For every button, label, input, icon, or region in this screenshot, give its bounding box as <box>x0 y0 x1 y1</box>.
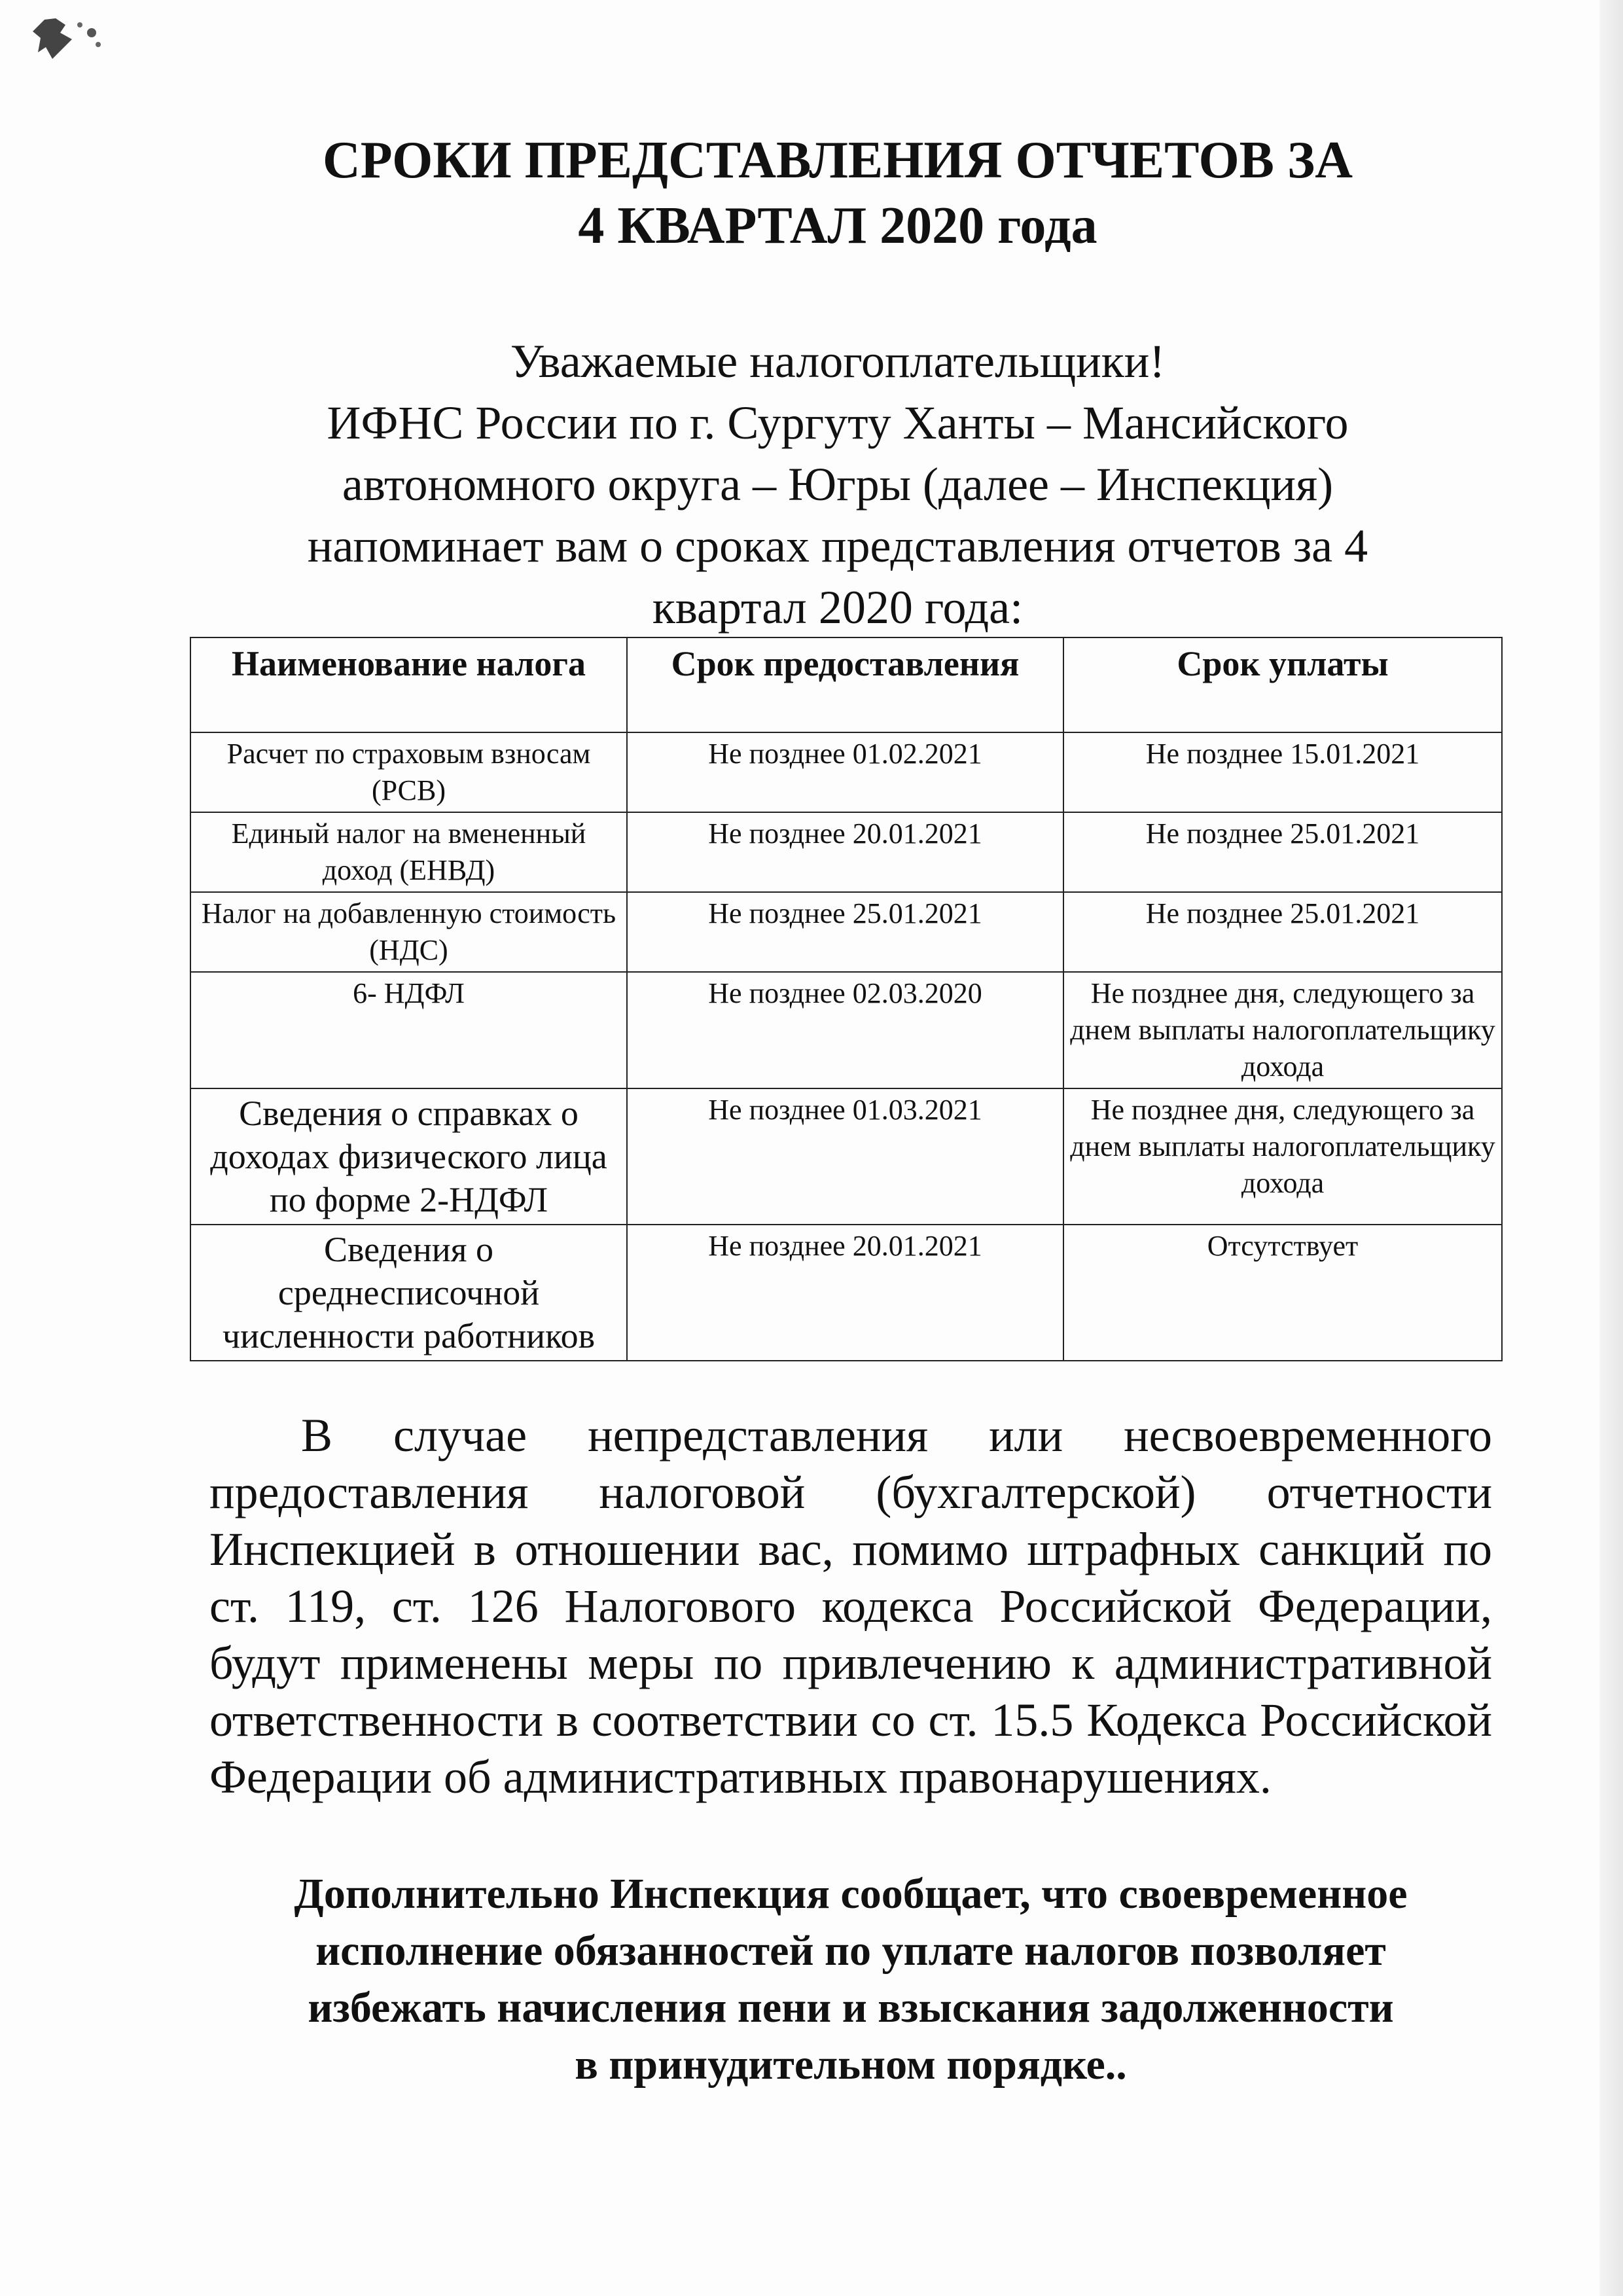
payment-deadline-cell: Не позднее 25.01.2021 <box>1063 812 1502 892</box>
table-row <box>190 1088 1502 1225</box>
column-header-payment-deadline: Срок уплаты <box>1063 637 1502 732</box>
payment-deadline-cell: Не позднее 15.01.2021 <box>1063 732 1502 812</box>
column-header-submission-deadline: Срок предоставления <box>627 637 1063 732</box>
payment-deadline-cell: Не позднее 25.01.2021 <box>1063 892 1502 972</box>
submission-deadline-cell: Не позднее 20.01.2021 <box>627 812 1063 892</box>
intro-line-2: ИФНС России по г. Сургуту Ханты – Мансийского <box>327 397 1349 449</box>
table-header-row <box>190 637 1502 732</box>
tax-name-cell: Сведения о справках о доходах физического лица по форме 2-НДФЛ <box>190 1088 627 1225</box>
page-title <box>0 128 1623 259</box>
tax-name-cell: Расчет по страховым взносам (РСВ) <box>190 732 627 812</box>
table-row <box>190 972 1502 1088</box>
scan-speck-mark <box>26 13 157 65</box>
submission-deadline-cell: Не позднее 25.01.2021 <box>627 892 1063 972</box>
submission-deadline-cell: Не позднее 20.01.2021 <box>627 1225 1063 1361</box>
notice-line-2: исполнение обязанностей по уплате налогов позволяет <box>315 1927 1386 1975</box>
tax-name-cell: Сведения о среднесписочной численности работников <box>190 1225 627 1361</box>
title-line-2: 4 КВАРТАЛ 2020 года <box>578 197 1097 255</box>
payment-deadline-cell: Не позднее дня, следующего за днем выплаты налогоплательщику дохода <box>1063 1088 1502 1225</box>
notice-line-4: в принудительном порядке.. <box>575 2041 1127 2089</box>
column-header-tax-name: Наименование налога <box>190 637 627 732</box>
payment-deadline-cell: Не позднее дня, следующего за днем выплаты налогоплательщику дохода <box>1063 972 1502 1088</box>
table-row <box>190 892 1502 972</box>
penalty-paragraph: В случае непредставления или несвоевременного предоставления налоговой (бухгалтерской) отчетности Инспекцией в отношении вас, помимо штрафных санкций по ст. 119, ст. 126 Налогового кодекса Российской Федерации, будут применены меры по привлечению к административной ответственности в соответствии со ст. 15.5 Кодекса Российской Федерации об административных правонарушениях. <box>209 1409 1492 1803</box>
table-row <box>190 732 1502 812</box>
tax-name-cell: Налог на добавленную стоимость (НДС) <box>190 892 627 972</box>
intro-line-5: квартал 2020 года: <box>652 581 1024 634</box>
submission-deadline-cell: Не позднее 01.02.2021 <box>627 732 1063 812</box>
notice-line-1: Дополнительно Инспекция сообщает, что своевременное <box>294 1870 1408 1918</box>
table-row <box>190 812 1502 892</box>
table-row <box>190 1225 1502 1361</box>
notice-paragraph <box>196 1865 1505 2093</box>
submission-deadline-cell: Не позднее 01.03.2021 <box>627 1088 1063 1225</box>
intro-line-4: напоминает вам о сроках представления отчетов за 4 <box>307 520 1368 572</box>
intro-text <box>0 331 1623 638</box>
payment-deadline-cell: Отсутствует <box>1063 1225 1502 1361</box>
intro-line-3: автономного округа – Югры (далее – Инспекция) <box>342 458 1334 511</box>
intro-line-1: Уважаемые налогоплательщики! <box>510 335 1166 387</box>
tax-name-cell: 6- НДФЛ <box>190 972 627 1088</box>
tax-name-cell: Единый налог на вмененный доход (ЕНВД) <box>190 812 627 892</box>
title-line-1: СРОКИ ПРЕДСТАВЛЕНИЯ ОТЧЕТОВ ЗА <box>322 132 1353 189</box>
notice-line-3: избежать начисления пени и взыскания задолженности <box>308 1984 1394 2032</box>
submission-deadline-cell: Не позднее 02.03.2020 <box>627 972 1063 1088</box>
deadlines-table <box>190 637 1503 1361</box>
